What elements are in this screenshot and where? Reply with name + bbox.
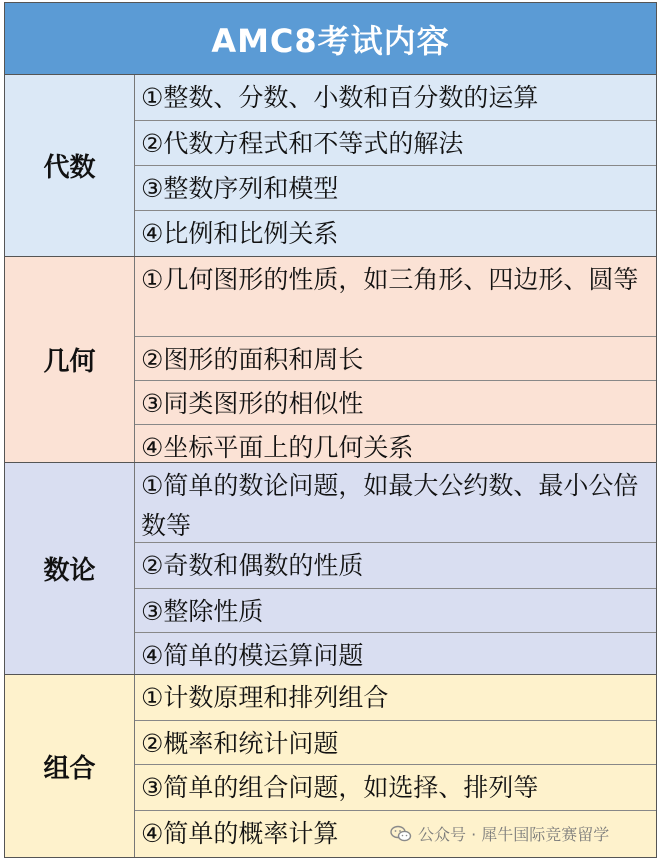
list-item: ②概率和统计问题 (135, 721, 656, 765)
watermark-text: 公众号 · 犀牛国际竞赛留学 (418, 825, 610, 844)
item-list (135, 75, 656, 256)
list-item: ③整除性质 (135, 589, 656, 633)
list-item: ③整数序列和模型 (135, 166, 656, 211)
category-label: 组合 (5, 675, 135, 857)
item-list (135, 463, 656, 674)
list-item: ④坐标平面上的几何关系 (141, 433, 414, 462)
list-item: ③同类图形的相似性 (135, 381, 656, 425)
list-item: ①几何图形的性质，如三角形、四边形、圆等 (135, 257, 656, 337)
list-item: ③简单的组合问题，如选择、排列等 (135, 765, 656, 811)
section-geometry (5, 257, 656, 463)
list-item: ①整数、分数、小数和百分数的运算 (135, 75, 656, 121)
list-item: ②奇数和偶数的性质 (135, 543, 656, 589)
wechat-icon (390, 825, 412, 843)
list-item: ①计数原理和排列组合 (135, 675, 656, 721)
table-title: AMC8考试内容 (5, 3, 656, 75)
item-list (135, 257, 656, 462)
list-item: ④比例和比例关系 (141, 219, 339, 248)
category-label: 代数 (5, 75, 135, 256)
category-label: 几何 (5, 257, 135, 462)
list-item: ②代数方程式和不等式的解法 (135, 121, 656, 166)
content-table (4, 2, 657, 858)
list-item: ①简单的数论问题，如最大公约数、最小公倍数等 (135, 463, 656, 543)
category-label: 数论 (5, 463, 135, 674)
list-item: ④简单的模运算问题 (141, 641, 364, 670)
list-item: ④简单的概率计算 (141, 819, 339, 848)
section-algebra (5, 75, 656, 257)
section-number-theory (5, 463, 656, 675)
watermark (390, 822, 609, 845)
list-item: ②图形的面积和周长 (135, 337, 656, 381)
